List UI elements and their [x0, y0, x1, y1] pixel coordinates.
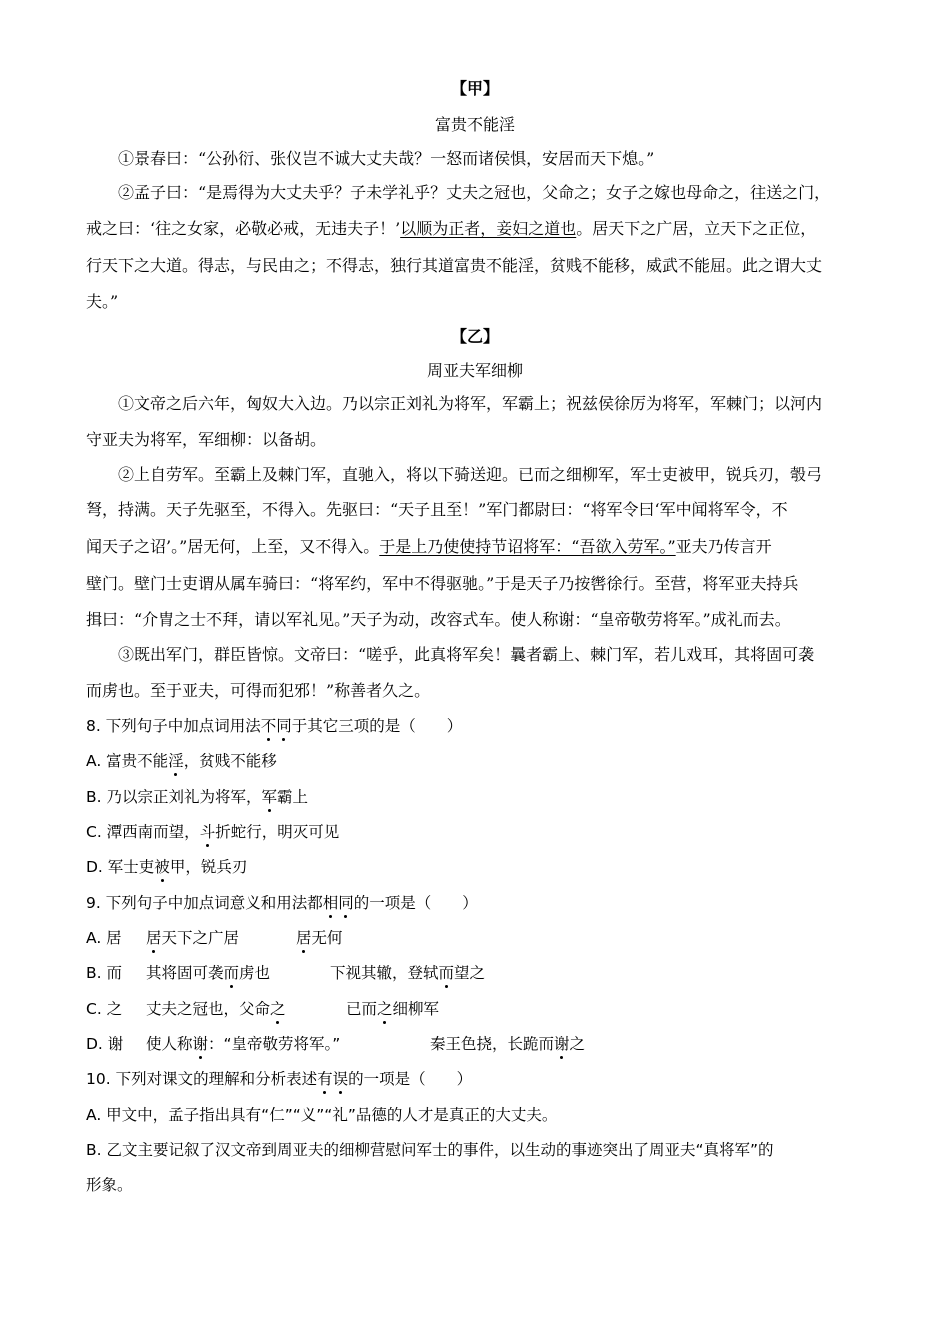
emphasis-char: 误 — [332, 1070, 349, 1088]
passage-b-line-2: 守亚夫为将军，军细柳：以备胡。 — [86, 430, 327, 449]
text-span: 甲，锐兵刃 — [169, 858, 248, 876]
text-span: 的一项是（ ） — [353, 894, 478, 912]
question-10-option-b: B. 乙文主要记叙了汉文帝到周亚夫的细柳营慰问军士的事件，以生动的事迹突出了周亚夫“真将军”的 — [86, 1141, 774, 1159]
text-span: A. 富贵不能 — [86, 752, 169, 770]
option-label: C. 之 — [86, 1000, 123, 1018]
text-span: 已而 — [346, 1000, 378, 1018]
option-label: B. 而 — [86, 964, 122, 982]
emphasis-char: 居 — [296, 929, 312, 947]
emphasis-char: 不 — [260, 717, 277, 735]
text-span: 之 — [569, 1035, 586, 1053]
text-span: ，贫贱不能移 — [183, 752, 277, 770]
option-a-example-2 — [296, 928, 343, 948]
passage-b-line-7: 揖曰：“介胄之士不拜，请以军礼见。”天子为动，改容式车。使人称谢：“皇帝敬劳将军。”成礼而去。 — [86, 610, 791, 629]
emphasis-char: 淫 — [168, 752, 184, 770]
text-span: 9. 下列句子中加点词意义和用法都 — [86, 894, 323, 912]
emphasis-char: 谢 — [192, 1035, 209, 1053]
option-b-example-2 — [330, 963, 485, 983]
passage-b-title: 周亚夫军细柳 — [426, 361, 523, 380]
passage-a-line-3 — [86, 219, 876, 239]
text-span: 望之 — [454, 964, 486, 982]
emphasis-char: 相 — [322, 894, 339, 912]
emphasis-char: 被 — [154, 858, 170, 876]
text-span: 的一项是（ ） — [348, 1070, 473, 1088]
question-8-option-c — [86, 822, 876, 842]
text-span: 8. 下列句子中加点词用法 — [86, 717, 261, 735]
passage-a-label: 【甲】 — [450, 79, 499, 98]
emphasis-char: 谢 — [554, 1035, 570, 1053]
emphasis-char: 同 — [276, 717, 292, 735]
passage-a-title: 富贵不能淫 — [434, 115, 515, 134]
text-span: 10. 下列对课文的理解和分析表述 — [86, 1070, 318, 1088]
question-10-option-b-cont: 形象。 — [86, 1176, 133, 1194]
passage-a-line-4: 行天下之大道。得志，与民由之；不得志，独行其道富贵不能淫，贫贱不能移，威武不能屈。此之谓大丈 — [86, 256, 823, 275]
emphasis-char: 斗 — [199, 823, 216, 841]
underlined-sentence-a: 以顺为正者，妾妇之道也 — [400, 219, 577, 238]
question-9-option-c — [86, 999, 876, 1019]
question-9-option-b — [86, 963, 876, 983]
text-span: 虏也 — [239, 964, 271, 982]
text-span: 折蛇行，明灭可见 — [215, 823, 340, 841]
emphasis-char: 军 — [261, 788, 278, 806]
question-9-stem — [86, 893, 876, 913]
emphasis-char: 之 — [270, 1000, 286, 1018]
text-span: 亚夫乃传言开 — [675, 537, 772, 556]
text-span: 丈夫之冠也，父命 — [146, 1000, 271, 1018]
emphasis-char: 之 — [377, 1000, 393, 1018]
question-8-option-b — [86, 787, 876, 807]
text-span: 细柳军 — [392, 1000, 440, 1018]
text-span: 天下之广居 — [161, 929, 240, 947]
option-label: D. 谢 — [86, 1035, 124, 1053]
text-span: C. 潭西南而望， — [86, 823, 200, 841]
passage-a-para-1: ①景春曰：“公孙衍、张仪岂不诚大丈夫哉？一怒而诸侯惧，安居而天下熄。” — [118, 149, 655, 168]
text-span: 使人称 — [146, 1035, 193, 1053]
text-span: 。居天下之广居，立天下之正位， — [576, 219, 817, 238]
question-8-option-a — [86, 751, 876, 771]
text-span: 于其它三项的是（ ） — [291, 717, 463, 735]
emphasis-char: 居 — [146, 929, 162, 947]
text-span: B. 乃以宗正刘礼为将军， — [86, 788, 262, 806]
passage-b-label: 【乙】 — [450, 327, 499, 346]
question-10-stem — [86, 1069, 876, 1089]
text-span: 秦王色挠，长跪而 — [430, 1035, 555, 1053]
passage-b-line-6: 壁门。壁门士吏谓从属车骑曰：“将军约，军中不得驱驰。”于是天子乃按辔徐行。至营，将军亚夫持兵 — [86, 574, 799, 593]
emphasis-char: 而 — [223, 964, 240, 982]
passage-b-line-4: 弩，持满。天子先驱至，不得入。先驱曰：“天子且至！”军门都尉曰：“将军令曰‘军中闻将军令，不 — [86, 500, 788, 519]
text-span: D. 军士吏 — [86, 858, 155, 876]
question-9-option-d — [86, 1034, 876, 1054]
underlined-sentence-b: 于是上乃使使持节诏将军：“吾欲入劳军。” — [379, 537, 676, 556]
passage-a-line-5: 夫。” — [86, 292, 119, 311]
text-span: 无何 — [311, 929, 343, 947]
emphasis-char: 而 — [438, 964, 455, 982]
text-span: ：“皇帝敬劳将军。” — [208, 1035, 341, 1053]
option-d-example-2 — [430, 1034, 585, 1054]
text-span: 戒之曰：‘往之女家，必敬必戒，无违夫子！’ — [86, 219, 401, 238]
emphasis-char: 有 — [317, 1070, 333, 1088]
passage-b-line-9: 而虏也。至于亚夫，可得而犯邪！”称善者久之。 — [86, 681, 431, 700]
text-span: 闻天子之诏’。”居无何，上至，又不得入。 — [86, 537, 380, 556]
passage-b-para-1: ①文帝之后六年，匈奴大入边。乃以宗正刘礼为将军，军霸上；祝兹侯徐厉为将军，军棘门；以河内 — [118, 394, 823, 413]
passage-b-para-2: ②上自劳军。至霸上及棘门军，直驰入，将以下骑送迎。已而之细柳军，军士吏被甲，锐兵刃，彀弓 — [118, 465, 823, 484]
question-9-option-a — [86, 928, 876, 948]
option-c-example-2 — [346, 999, 439, 1019]
text-span: 下视其辙，登轼 — [330, 964, 439, 982]
passage-a-para-2: ②孟子曰：“是焉得为大丈夫乎？子未学礼乎？丈夫之冠也，父命之；女子之嫁也母命之，往送之门， — [118, 183, 831, 202]
text-span: 霸上 — [277, 788, 309, 806]
option-label: A. 居 — [86, 929, 122, 947]
question-8-option-d — [86, 857, 876, 877]
question-10-option-a: A. 甲文中，孟子指出具有“仁”“义”“礼”品德的人才是真正的大丈夫。 — [86, 1106, 558, 1124]
emphasis-char: 同 — [338, 894, 354, 912]
text-span: 其将固可袭 — [146, 964, 224, 982]
question-8-stem — [86, 716, 876, 736]
passage-b-para-3: ③既出军门，群臣皆惊。文帝曰：“嗟乎，此真将军矣！曩者霸上、棘门军，若儿戏耳，其将固可袭 — [118, 645, 815, 664]
passage-b-line-5 — [86, 537, 876, 557]
